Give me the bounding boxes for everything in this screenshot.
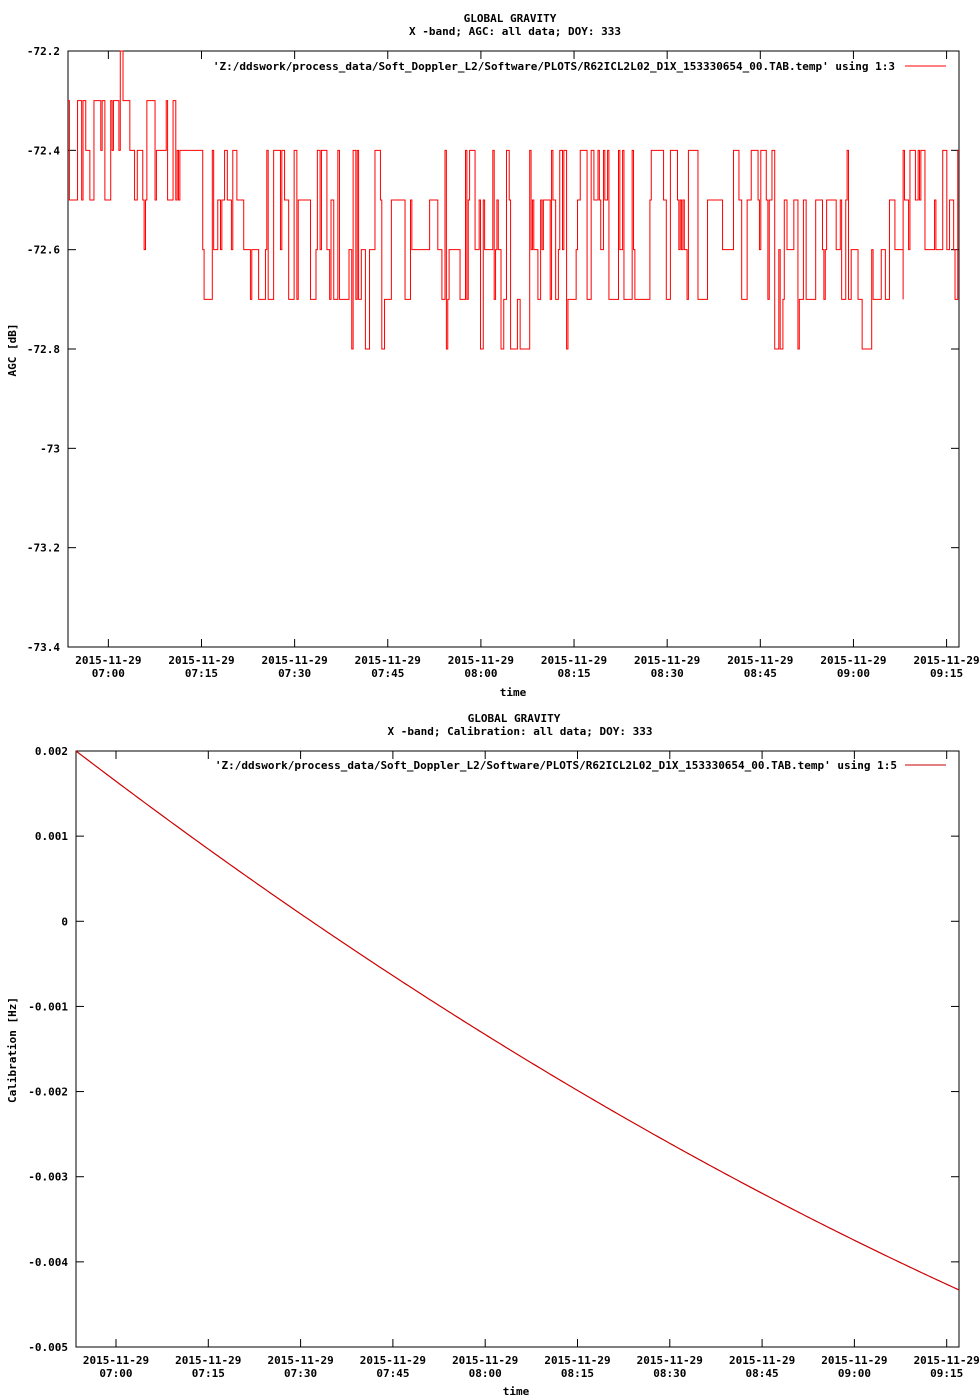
x-tick-date: 2015-11-29 [75, 654, 142, 667]
x-tick-date: 2015-11-29 [354, 654, 421, 667]
x-tick-date: 2015-11-29 [727, 654, 794, 667]
y-tick-label: -73.2 [26, 541, 60, 555]
x-tick-date: 2015-11-29 [821, 1354, 888, 1367]
y-tick-label: -73.4 [26, 641, 60, 654]
y-tick-label: -73 [40, 442, 60, 456]
legend-label: 'Z:/ddswork/process_data/Soft_Doppler_L2/Software/PLOTS/R62ICL2L02_D1X_153330654_00.TAB.temp' using 1:5 [214, 759, 897, 772]
chart-title: GLOBAL GRAVITY [463, 12, 557, 25]
agc-chart [6, 12, 980, 699]
y-tick-label: -72.8 [26, 343, 60, 356]
x-tick-time: 09:00 [836, 667, 871, 680]
x-tick-time: 07:30 [284, 1367, 318, 1380]
x-tick-time: 09:00 [837, 1367, 871, 1380]
y-tick-label: -0.005 [28, 1341, 68, 1354]
y-tick-label: -0.003 [28, 1170, 68, 1184]
y-axis-label: AGC [dB] [6, 323, 19, 377]
y-tick-label: 0.002 [34, 745, 68, 758]
x-tick-time: 09:15 [930, 667, 964, 680]
series-line [68, 51, 959, 349]
calibration-chart [6, 712, 980, 1398]
x-tick-date: 2015-11-29 [820, 654, 887, 667]
x-tick-time: 08:45 [745, 1367, 779, 1380]
x-tick-date: 2015-11-29 [452, 1354, 519, 1367]
x-tick-time: 07:45 [376, 1367, 410, 1380]
y-tick-label: 0.001 [34, 830, 68, 844]
x-tick-date: 2015-11-29 [728, 1354, 796, 1367]
x-tick-date: 2015-11-29 [261, 654, 328, 667]
x-tick-date: 2015-11-29 [634, 654, 701, 667]
x-tick-date: 2015-11-29 [359, 1354, 427, 1367]
x-tick-date: 2015-11-29 [913, 1354, 980, 1367]
y-axis-label: Calibration [Hz] [6, 997, 19, 1103]
x-tick-time: 08:15 [560, 1367, 595, 1380]
x-tick-date: 2015-11-29 [636, 1354, 703, 1367]
x-tick-date: 2015-11-29 [540, 654, 608, 667]
x-tick-time: 07:00 [99, 1367, 133, 1380]
x-tick-time: 08:15 [557, 667, 591, 680]
x-axis-label: time [502, 1385, 530, 1398]
x-tick-time: 07:15 [191, 1367, 225, 1380]
y-tick-label: 0 [61, 915, 68, 929]
x-tick-time: 08:30 [650, 667, 684, 680]
x-tick-time: 07:30 [278, 667, 312, 680]
y-tick-label: -72.6 [26, 243, 60, 257]
x-tick-time: 09:15 [930, 1367, 964, 1380]
x-tick-date: 2015-11-29 [913, 654, 980, 667]
x-tick-time: 07:00 [91, 667, 125, 680]
x-tick-date: 2015-11-29 [447, 654, 515, 667]
x-tick-date: 2015-11-29 [168, 654, 235, 667]
x-tick-time: 08:00 [468, 1367, 502, 1380]
x-tick-time: 08:45 [743, 667, 777, 680]
plot-border [76, 751, 959, 1347]
x-tick-date: 2015-11-29 [544, 1354, 611, 1367]
chart-title: GLOBAL GRAVITY [467, 712, 561, 725]
x-tick-time: 08:00 [464, 667, 498, 680]
y-tick-label: -0.001 [28, 1000, 68, 1014]
y-tick-label: -72.4 [26, 144, 60, 158]
x-axis-label: time [499, 686, 527, 699]
chart-subtitle: X -band; Calibration: all data; DOY: 333 [387, 725, 653, 738]
x-tick-time: 07:15 [184, 667, 219, 680]
x-tick-date: 2015-11-29 [175, 1354, 242, 1367]
series-line [76, 751, 959, 1290]
chart-subtitle: X -band; AGC: all data; DOY: 333 [409, 25, 621, 38]
x-tick-time: 08:30 [653, 1367, 687, 1380]
y-tick-label: -72.2 [26, 45, 60, 58]
legend-label: 'Z:/ddswork/process_data/Soft_Doppler_L2/Software/PLOTS/R62ICL2L02_D1X_153330654_00.TAB.temp' using 1:3 [212, 60, 895, 73]
x-tick-date: 2015-11-29 [82, 1354, 150, 1367]
y-tick-label: -0.004 [28, 1255, 68, 1269]
x-tick-time: 07:45 [371, 667, 405, 680]
x-tick-date: 2015-11-29 [267, 1354, 334, 1367]
y-tick-label: -0.002 [28, 1085, 68, 1099]
